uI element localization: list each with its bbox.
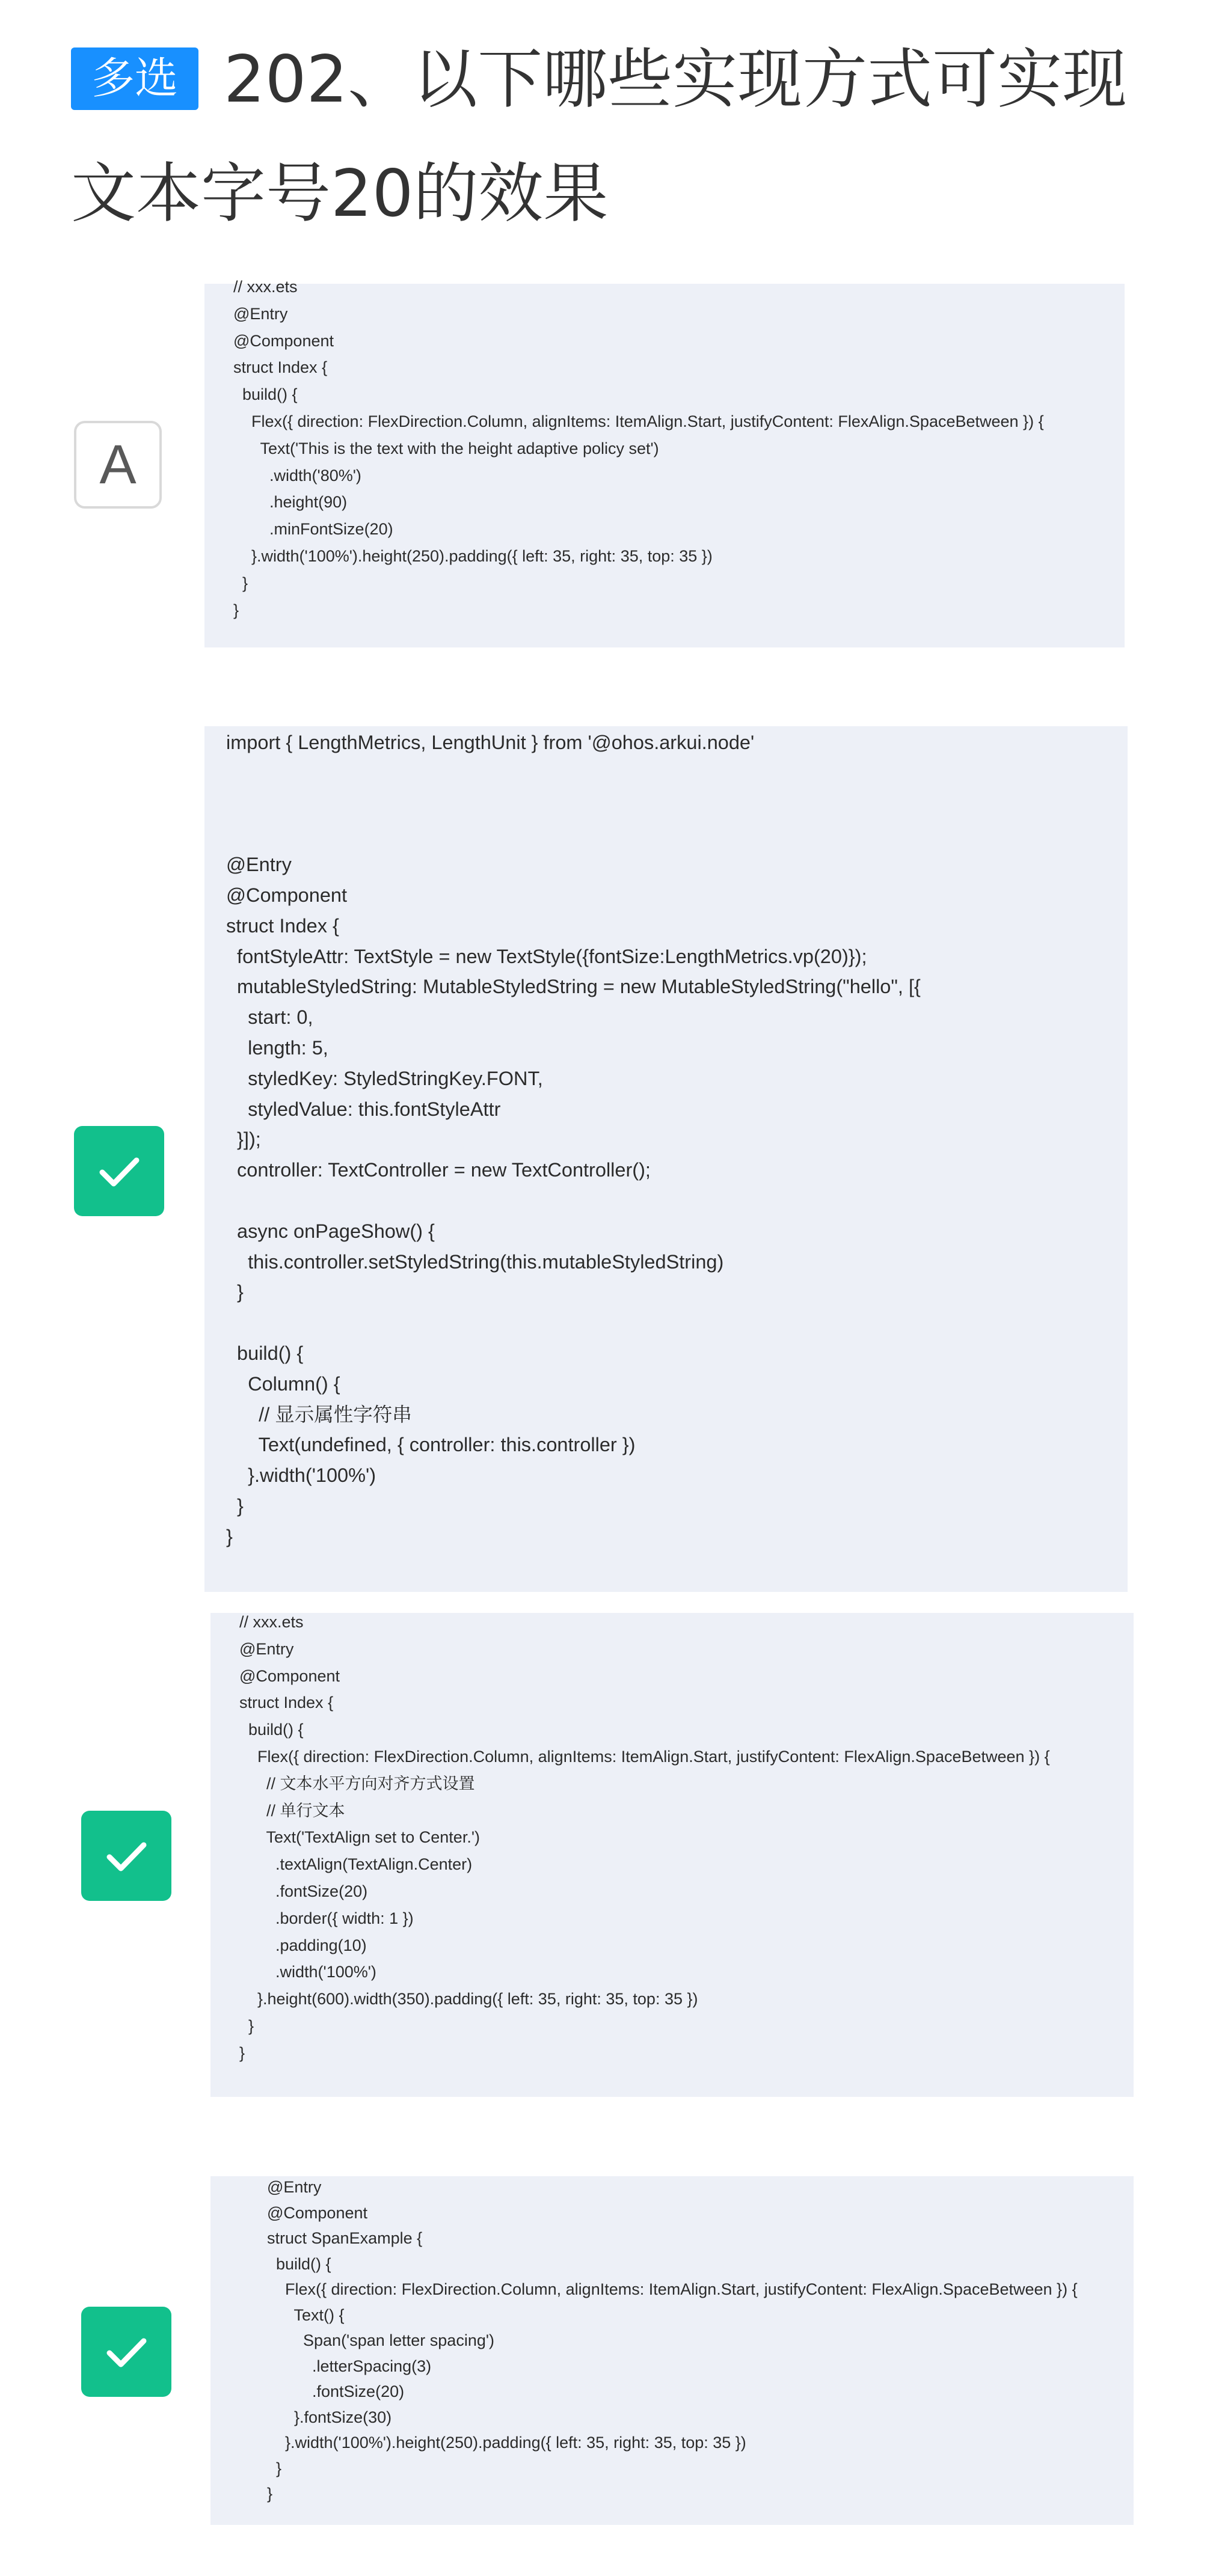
code-line: @Entry <box>267 2178 322 2196</box>
code-line: start: 0, <box>226 1006 313 1029</box>
code-line: struct Index { <box>239 1693 334 1712</box>
code-line <box>226 789 1128 819</box>
code-line: Text('This is the text with the height adaptive policy set') <box>233 439 659 457</box>
code-line: build() { <box>239 1721 304 1739</box>
code-line: }]); <box>226 1128 261 1151</box>
code-line: @Component <box>267 2203 367 2222</box>
code-line: @Entry <box>239 1639 294 1658</box>
option-a-code <box>204 278 1125 647</box>
code-line: Flex({ direction: FlexDirection.Column, alignItems: ItemAlign.Start, justifyContent: FlexAlign.SpaceBetween }) { <box>239 1747 1050 1766</box>
code-line <box>226 819 1128 849</box>
code-line: .textAlign(TextAlign.Center) <box>239 1855 473 1874</box>
code-line: mutableStyledString: MutableStyledString = new MutableStyledString("hello", [{ <box>226 976 921 998</box>
code-line: } <box>233 601 239 619</box>
code-line: this.controller.setStyledString(this.mutableStyledString) <box>226 1250 724 1273</box>
option-c-code <box>210 1613 1134 2097</box>
code-line: @Component <box>233 331 334 350</box>
code-line: .height(90) <box>233 493 348 512</box>
code-line: build() { <box>267 2254 331 2273</box>
code-line: controller: TextController = new TextController(); <box>226 1159 651 1181</box>
multi-select-tag: 多选 <box>71 47 198 110</box>
code-line: // xxx.ets <box>233 278 298 296</box>
code-line: build() { <box>226 1342 304 1364</box>
code-line: .letterSpacing(3) <box>267 2357 432 2375</box>
option-a-marker[interactable]: A <box>74 421 162 509</box>
code-line: styledValue: this.fontStyleAttr <box>226 1098 501 1120</box>
code-line: // 单行文本 <box>239 1801 345 1820</box>
option-d-check-icon[interactable] <box>81 2307 171 2397</box>
option-d-code <box>210 2176 1134 2525</box>
code-line: }.fontSize(30) <box>267 2408 392 2426</box>
code-line: Column() { <box>226 1372 340 1395</box>
code-line: } <box>226 1495 244 1517</box>
code-line: @Entry <box>233 304 288 323</box>
code-line: // xxx.ets <box>239 1613 304 1631</box>
code-line: styledKey: StyledStringKey.FONT, <box>226 1067 543 1089</box>
question-title <box>71 23 1165 251</box>
code-line: }.width('100%').height(250).padding({ left: 35, right: 35, top: 35 }) <box>267 2434 746 2452</box>
code-line: import { LengthMetrics, LengthUnit } from '@ohos.arkui.node' <box>226 732 755 753</box>
code-line: async onPageShow() { <box>226 1220 435 1242</box>
check-icon <box>74 1126 164 1216</box>
code-line: } <box>267 2459 282 2477</box>
code-line: .fontSize(20) <box>239 1882 368 1900</box>
code-line: Flex({ direction: FlexDirection.Column, alignItems: ItemAlign.Start, justifyContent: FlexAlign.SpaceBetween }) { <box>267 2280 1078 2298</box>
option-b-code <box>204 726 1128 1592</box>
code-line: } <box>267 2485 273 2503</box>
code-line: .minFontSize(20) <box>233 520 393 539</box>
code-line: length: 5, <box>226 1036 328 1059</box>
code-line: } <box>226 1525 233 1547</box>
option-c-check-icon[interactable] <box>81 1811 171 1901</box>
code-line: Flex({ direction: FlexDirection.Column, alignItems: ItemAlign.Start, justifyContent: FlexAlign.SpaceBetween }) { <box>233 412 1044 430</box>
code-line: // 文本水平方向对齐方式设置 <box>239 1774 475 1793</box>
code-line: } <box>233 574 248 592</box>
code-line: .fontSize(20) <box>267 2382 405 2400</box>
code-line: Text('TextAlign set to Center.') <box>239 1828 480 1847</box>
check-icon <box>81 1811 171 1901</box>
code-line: }.width('100%').height(250).padding({ left: 35, right: 35, top: 35 }) <box>233 546 713 565</box>
code-line: Text() { <box>267 2305 345 2324</box>
code-line: }.height(600).width(350).padding({ left: 35, right: 35, top: 35 }) <box>239 1990 698 2008</box>
code-line: Span('span letter spacing') <box>267 2331 494 2349</box>
question-text: 202、以下哪些实现方式可实现文本字号20的效果 <box>71 42 1128 231</box>
code-line: .width('100%') <box>239 1963 376 1981</box>
code-line: struct Index { <box>226 914 339 937</box>
code-line: .border({ width: 1 }) <box>239 1909 414 1927</box>
code-line <box>226 758 1128 789</box>
option-b-check-icon[interactable] <box>74 1126 164 1216</box>
code-line <box>226 1308 1128 1338</box>
code-line: .width('80%') <box>233 466 361 485</box>
code-line <box>226 1186 1128 1216</box>
code-line: } <box>226 1281 244 1303</box>
code-line: struct Index { <box>233 358 328 377</box>
code-line: @Component <box>226 884 348 906</box>
code-line: } <box>239 2016 254 2035</box>
code-line: .padding(10) <box>239 1936 367 1954</box>
code-line: Text(undefined, { controller: this.controller }) <box>226 1434 636 1456</box>
code-line: struct SpanExample { <box>267 2229 423 2247</box>
check-icon <box>81 2307 171 2397</box>
code-line: // 显示属性字符串 <box>226 1403 412 1425</box>
code-line: fontStyleAttr: TextStyle = new TextStyle({fontSize:LengthMetrics.vp(20)}); <box>226 945 867 967</box>
code-line: @Entry <box>226 854 292 876</box>
code-line: } <box>239 2043 245 2062</box>
code-line: build() { <box>233 385 298 404</box>
code-line: @Component <box>239 1666 340 1685</box>
code-line: }.width('100%') <box>226 1464 376 1487</box>
